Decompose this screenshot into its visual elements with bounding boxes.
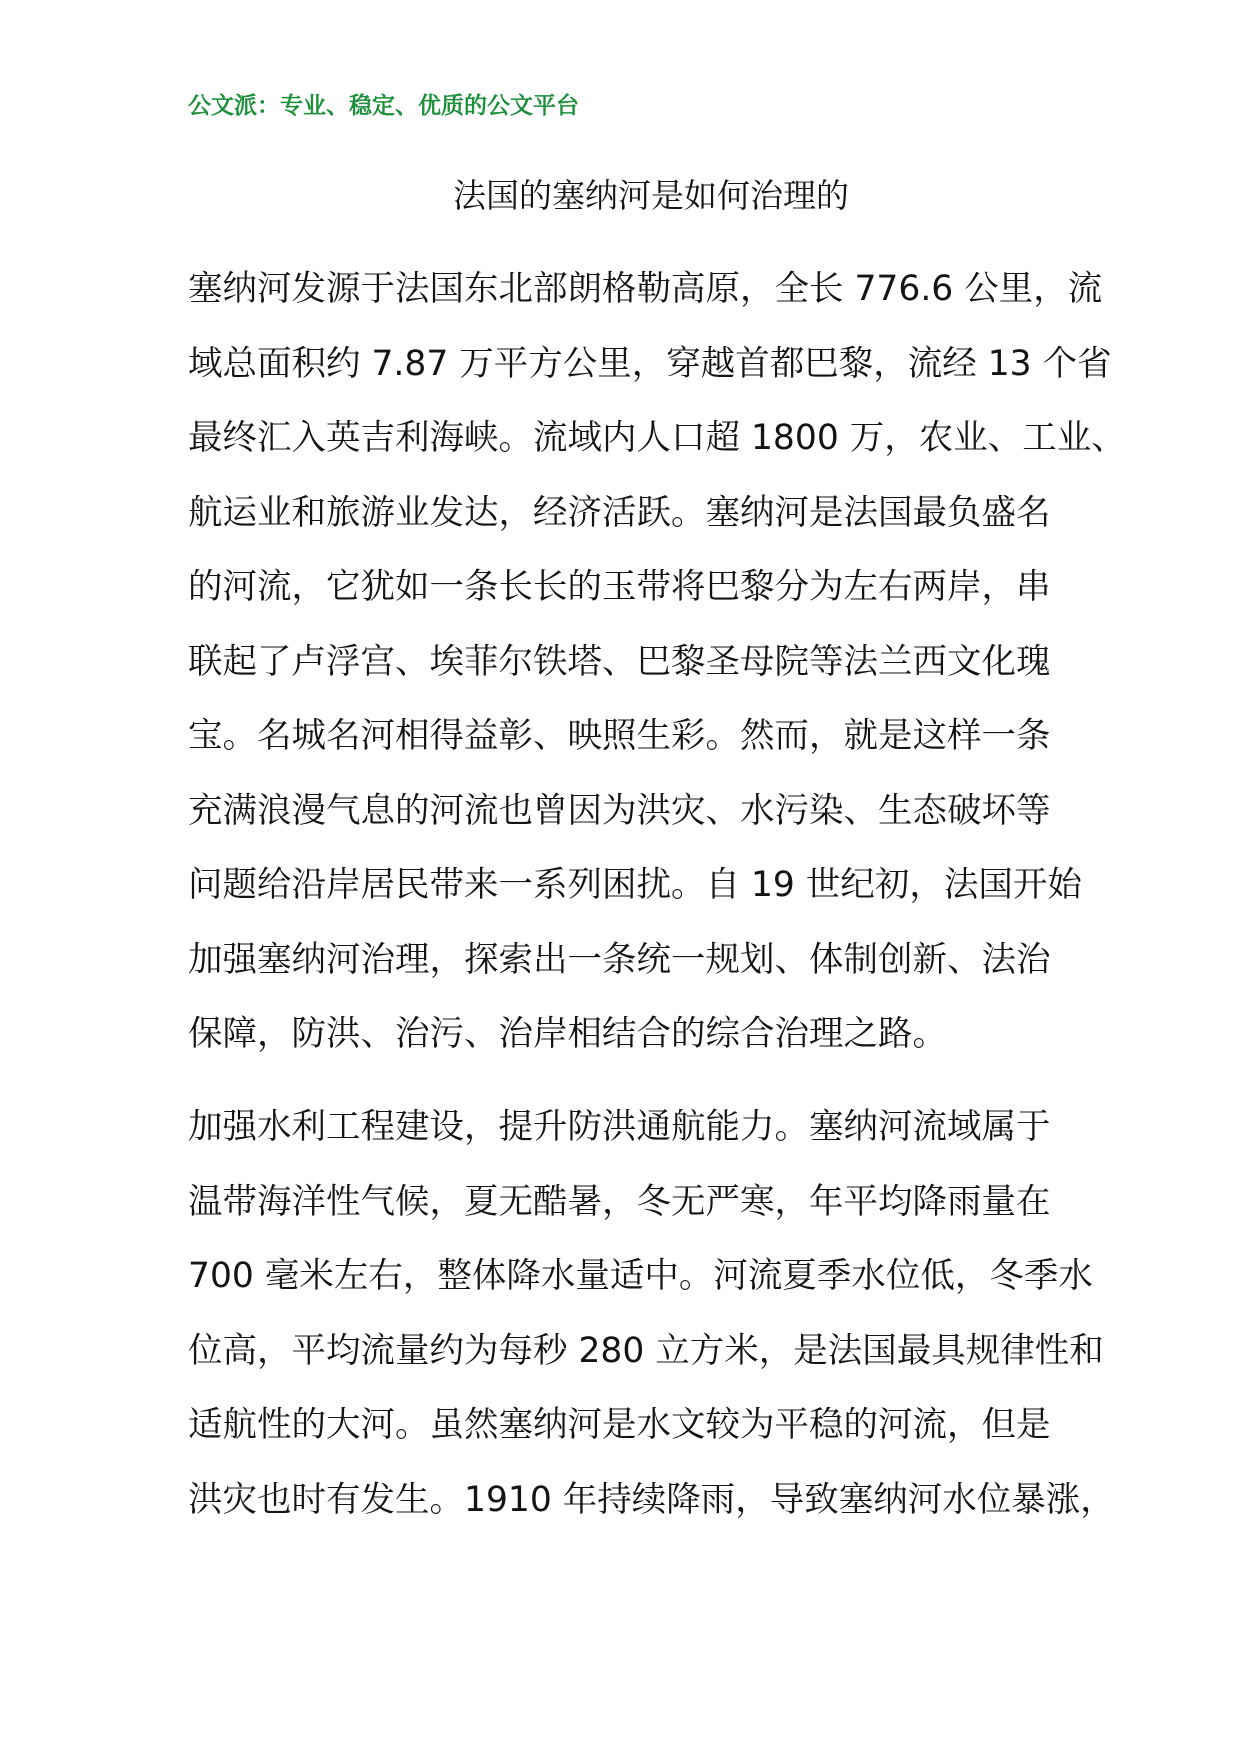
paragraph-line: 700 毫米左右，整体降水量适中。河流夏季水位低，冬季水 bbox=[188, 1256, 1093, 1296]
paragraph-line: 充满浪漫气息的河流也曾因为洪灾、水污染、生态破坏等 bbox=[188, 790, 1051, 831]
paragraph-line: 的河流，它犹如一条长长的玉带将巴黎分为左右两岸，串 bbox=[188, 567, 1051, 607]
paragraph-line: 位高，平均流量约为每秒 280 立方米，是法国最具规律性和 bbox=[188, 1330, 1104, 1371]
brand-header: 公文派：专业、稳定、优质的公文平台 bbox=[188, 93, 579, 119]
paragraph-line: 最终汇入英吉利海峡。流域内人口超 1800 万，农业、工业、 bbox=[188, 418, 1126, 458]
paragraph-line: 洪灾也时有发生。1910 年持续降雨，导致塞纳河水位暴涨， bbox=[188, 1479, 1115, 1520]
paragraph-line: 塞纳河发源于法国东北部朗格勒高原，全长 776.6 公里，流 bbox=[188, 269, 1103, 309]
paragraph-line: 域总面积约 7.87 万平方公里，穿越首都巴黎，流经 13 个省 bbox=[188, 343, 1112, 384]
document-title: 法国的塞纳河是如何治理的 bbox=[453, 176, 849, 215]
paragraph-2 bbox=[188, 1090, 1115, 1537]
paragraph-line: 问题给沿岸居民带来一系列困扰。自 19 世纪初，法国开始 bbox=[188, 865, 1082, 905]
paragraph-line: 航运业和旅游业发达，经济活跃。塞纳河是法国最负盛名 bbox=[188, 492, 1051, 533]
paragraph-line: 加强塞纳河治理，探索出一条统一规划、体制创新、法治 bbox=[188, 939, 1051, 980]
paragraph-line: 温带海洋性气候，夏无酷暑，冬无严寒，年平均降雨量在 bbox=[188, 1181, 1051, 1222]
document-body bbox=[188, 252, 1126, 1537]
paragraph-line: 保障，防洪、治污、治岸相结合的综合治理之路。 bbox=[188, 1014, 947, 1054]
paragraph-1 bbox=[188, 252, 1126, 1072]
paragraph-line: 适航性的大河。虽然塞纳河是水文较为平稳的河流，但是 bbox=[188, 1405, 1051, 1445]
paragraph-line: 联起了卢浮宫、埃菲尔铁塔、巴黎圣母院等法兰西文化瑰 bbox=[188, 641, 1051, 682]
paragraph-line: 宝。名城名河相得益彰、映照生彩。然而，就是这样一条 bbox=[188, 716, 1051, 756]
paragraph-line: 加强水利工程建设，提升防洪通航能力。塞纳河流域属于 bbox=[188, 1107, 1051, 1147]
